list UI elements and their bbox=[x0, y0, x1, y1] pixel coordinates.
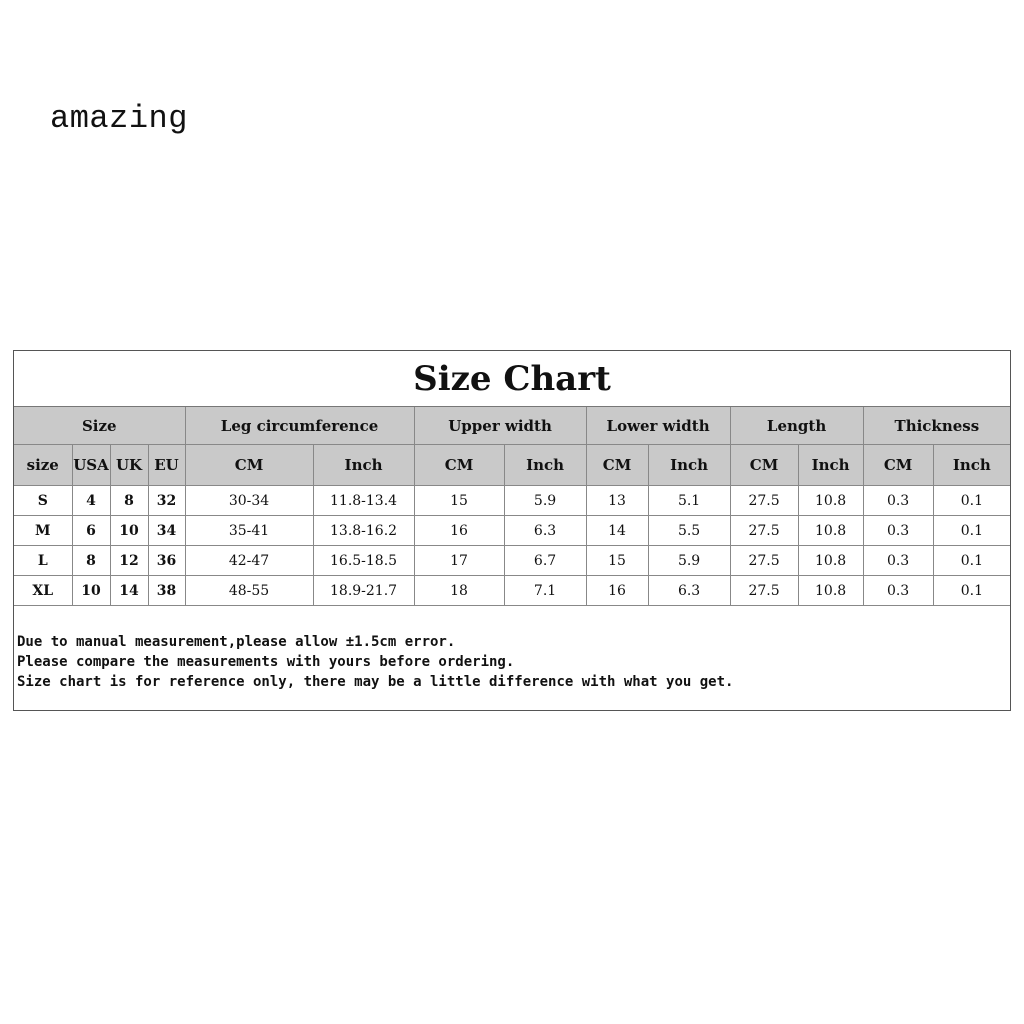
table-cell: 10.8 bbox=[798, 546, 863, 576]
table-cell: 10 bbox=[110, 516, 148, 546]
table-cell: 4 bbox=[72, 486, 110, 516]
table-cell: 0.3 bbox=[863, 486, 933, 516]
size-table bbox=[14, 407, 1010, 606]
table-cell: 0.3 bbox=[863, 546, 933, 576]
table-cell: 36 bbox=[148, 546, 185, 576]
table-cell: 11.8-13.4 bbox=[313, 486, 414, 516]
column-header: Inch bbox=[798, 445, 863, 486]
table-row bbox=[14, 546, 1010, 576]
column-header: size bbox=[14, 445, 72, 486]
table-cell: 13 bbox=[586, 486, 648, 516]
table-cell: 10.8 bbox=[798, 576, 863, 606]
table-cell: 38 bbox=[148, 576, 185, 606]
table-cell: 0.1 bbox=[933, 516, 1010, 546]
table-cell: 27.5 bbox=[730, 516, 798, 546]
column-header: EU bbox=[148, 445, 185, 486]
table-cell: 0.1 bbox=[933, 486, 1010, 516]
table-cell: 6.3 bbox=[648, 576, 730, 606]
group-header: Length bbox=[730, 407, 863, 445]
table-cell: 0.3 bbox=[863, 516, 933, 546]
table-cell: 5.9 bbox=[648, 546, 730, 576]
column-header: Inch bbox=[504, 445, 586, 486]
group-header: Thickness bbox=[863, 407, 1010, 445]
table-cell: 30-34 bbox=[185, 486, 313, 516]
size-label-cell: L bbox=[14, 546, 72, 576]
table-cell: 10 bbox=[72, 576, 110, 606]
table-cell: 15 bbox=[414, 486, 504, 516]
table-cell: 16 bbox=[586, 576, 648, 606]
table-cell: 17 bbox=[414, 546, 504, 576]
note-line: Size chart is for reference only, there may be a little difference with what you get. bbox=[17, 674, 734, 690]
sub-header-row bbox=[14, 445, 1010, 486]
table-cell: 15 bbox=[586, 546, 648, 576]
table-cell: 14 bbox=[586, 516, 648, 546]
table-cell: 18 bbox=[414, 576, 504, 606]
note-line: Due to manual measurement,please allow ±1.5cm error. bbox=[17, 634, 456, 650]
column-header: CM bbox=[414, 445, 504, 486]
watermark-text: amazing bbox=[50, 100, 188, 137]
table-cell: 6.3 bbox=[504, 516, 586, 546]
column-header: Inch bbox=[313, 445, 414, 486]
group-header: Lower width bbox=[586, 407, 730, 445]
chart-title: Size Chart bbox=[14, 351, 1010, 407]
size-label-cell: S bbox=[14, 486, 72, 516]
table-cell: 14 bbox=[110, 576, 148, 606]
table-cell: 6.7 bbox=[504, 546, 586, 576]
table-cell: 0.1 bbox=[933, 546, 1010, 576]
table-cell: 13.8-16.2 bbox=[313, 516, 414, 546]
table-cell: 35-41 bbox=[185, 516, 313, 546]
table-cell: 5.1 bbox=[648, 486, 730, 516]
table-cell: 7.1 bbox=[504, 576, 586, 606]
table-cell: 0.1 bbox=[933, 576, 1010, 606]
notes bbox=[14, 606, 1010, 692]
table-cell: 27.5 bbox=[730, 576, 798, 606]
column-header: CM bbox=[185, 445, 313, 486]
table-row bbox=[14, 486, 1010, 516]
table-cell: 34 bbox=[148, 516, 185, 546]
table-cell: 16 bbox=[414, 516, 504, 546]
table-cell: 12 bbox=[110, 546, 148, 576]
table-row bbox=[14, 576, 1010, 606]
table-cell: 8 bbox=[72, 546, 110, 576]
column-header: UK bbox=[110, 445, 148, 486]
column-header: CM bbox=[863, 445, 933, 486]
table-cell: 5.5 bbox=[648, 516, 730, 546]
table-cell: 5.9 bbox=[504, 486, 586, 516]
group-header-row bbox=[14, 407, 1010, 445]
column-header: CM bbox=[730, 445, 798, 486]
table-cell: 6 bbox=[72, 516, 110, 546]
group-header: Upper width bbox=[414, 407, 586, 445]
table-cell: 16.5-18.5 bbox=[313, 546, 414, 576]
table-cell: 10.8 bbox=[798, 486, 863, 516]
column-header: Inch bbox=[648, 445, 730, 486]
table-cell: 10.8 bbox=[798, 516, 863, 546]
table-cell: 27.5 bbox=[730, 546, 798, 576]
table-cell: 18.9-21.7 bbox=[313, 576, 414, 606]
group-header: Leg circumference bbox=[185, 407, 414, 445]
column-header: Inch bbox=[933, 445, 1010, 486]
table-cell: 0.3 bbox=[863, 576, 933, 606]
table-cell: 32 bbox=[148, 486, 185, 516]
table-row bbox=[14, 516, 1010, 546]
note-line: Please compare the measurements with yours before ordering. bbox=[17, 654, 515, 670]
size-label-cell: XL bbox=[14, 576, 72, 606]
group-header: Size bbox=[14, 407, 185, 445]
size-label-cell: M bbox=[14, 516, 72, 546]
table-cell: 48-55 bbox=[185, 576, 313, 606]
size-chart bbox=[13, 350, 1011, 711]
column-header: CM bbox=[586, 445, 648, 486]
table-cell: 8 bbox=[110, 486, 148, 516]
table-cell: 42-47 bbox=[185, 546, 313, 576]
column-header: USA bbox=[72, 445, 110, 486]
table-cell: 27.5 bbox=[730, 486, 798, 516]
